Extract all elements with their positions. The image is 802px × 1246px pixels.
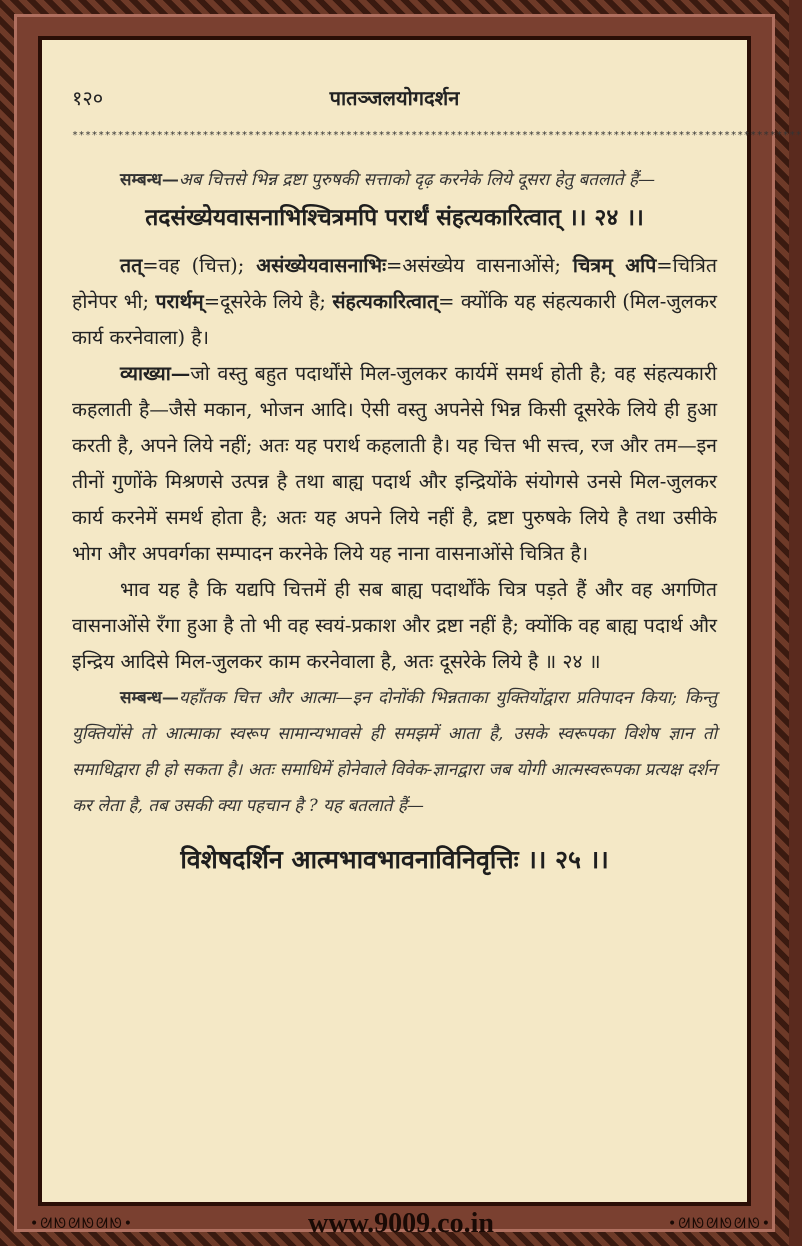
intro-note-text: अब चित्तसे भिन्न द्रष्टा पुरुषकी सत्ताको दृढ़ करनेके लिये दूसरा हेतु बतलाते हैं— xyxy=(178,170,655,190)
meaning-0: =वह (चित्त); xyxy=(142,254,257,277)
term-4: संहत्यकारित्वात् xyxy=(332,290,439,313)
separator-rule: **************************************************************************************************************** xyxy=(72,130,802,141)
sutra-24: तदसंख्येयवासनाभिश्चित्रमपि परार्थं संहत्यकारित्वात् ।। २४ ।। xyxy=(145,204,644,231)
commentary xyxy=(72,356,717,572)
footer-url[interactable]: www.9009.co.in xyxy=(308,1208,494,1239)
page-number: १२० xyxy=(72,86,104,110)
footer-ornament-right: •ᘛᘚᘛᘚᘛᘚ• xyxy=(668,1216,772,1232)
commentary-label: व्याख्या— xyxy=(120,362,191,385)
meaning-1: =असंख्येय वासनाओंसे; xyxy=(386,254,573,277)
term-1: असंख्येयवासनाभिः xyxy=(256,254,387,277)
footer-ornament-left: •ᘛᘚᘛᘚᘛᘚ• xyxy=(30,1216,134,1232)
page-header xyxy=(42,84,747,114)
page-content xyxy=(72,162,717,878)
paragraph-2: भाव यह है कि यद्यपि चित्तमें ही सब बाह्य पदार्थोंके चित्र पड़ते हैं और वह अगणित वासनाओंसे रँगा हुआ है तो भी वह स्वयं-प्रकाश और द्रष्टा नहीं है; क्योंकि वह बाह्य पदार्थ और इन्द्रिय आदिसे मिल-जुलकर काम करनेवाला है, अतः दूसरेके लिये है ॥ २४ ॥ xyxy=(72,578,717,673)
page-title: पातञ्जलयोगदर्शन xyxy=(329,86,460,110)
meaning-2: =चित्रित होनेपर भी; xyxy=(72,254,717,313)
word-meaning xyxy=(72,248,717,356)
meaning-4: = क्योंकि यह संहत्यकारी (मिल-जुलकर कार्य करनेवाला) है। xyxy=(72,290,717,349)
meaning-3: =दूसरेके लिये है; xyxy=(203,290,333,313)
second-note-label: सम्बन्ध— xyxy=(120,688,179,708)
footer xyxy=(0,1206,802,1246)
commentary-text: जो वस्तु बहुत पदार्थोंसे मिल-जुलकर कार्यमें समर्थ होती है; वह संहत्यकारी कहलाती है—जैसे मकान, भोजन आदि। ऐसी वस्तु अपनेसे भिन्न किसी दूसरेके लिये ही हुआ करती है, अपने लिये नहीं; अतः यह परार्थ कहलाती है। यह चित्त भी सत्त्व, रज और तम—इन तीनों गुणोंके मिश्रणसे उत्पन्न है तथा बाह्य पदार्थ और इन्द्रियोंके संयोगसे उनसे मिल-जुलकर कार्य करनेमें समर्थ होता है; अतः यह अपने लिये नहीं है, द्रष्टा पुरुषके लिये है तथा उसीके भोग और अपवर्गका सम्पादन करनेके लिये यह नाना वासनाओंसे चित्रित है। xyxy=(72,362,717,565)
second-note xyxy=(72,680,717,824)
sutra-25: विशेषदर्शिन आत्मभावभावनाविनिवृत्तिः ।। २५ ।। xyxy=(180,845,609,874)
page xyxy=(38,36,802,1206)
second-note-text: यहाँतक चित्त और आत्मा—इन दोनोंकी भिन्नताका युक्तियोंद्वारा प्रतिपादन किया; किन्तु युक्तियोंसे तो आत्माका स्वरूप सामान्यभावसे ही समझमें आता है, उसके स्वरूपका विशेष ज्ञान तो समाधिद्वारा ही हो सकता है। अतः समाधिमें होनेवाले विवेक-ज्ञानद्वारा जब योगी आत्मस्वरूपका प्रत्यक्ष दर्शन कर लेता है, तब उसकी क्या पहचान है ? यह बतलाते हैं— xyxy=(72,688,717,816)
intro-note-label: सम्बन्ध— xyxy=(120,170,179,190)
term-2: चित्रम् अपि xyxy=(572,254,657,277)
intro-note xyxy=(72,162,717,198)
term-0: तत् xyxy=(120,254,143,277)
term-3: परार्थम् xyxy=(155,290,204,313)
